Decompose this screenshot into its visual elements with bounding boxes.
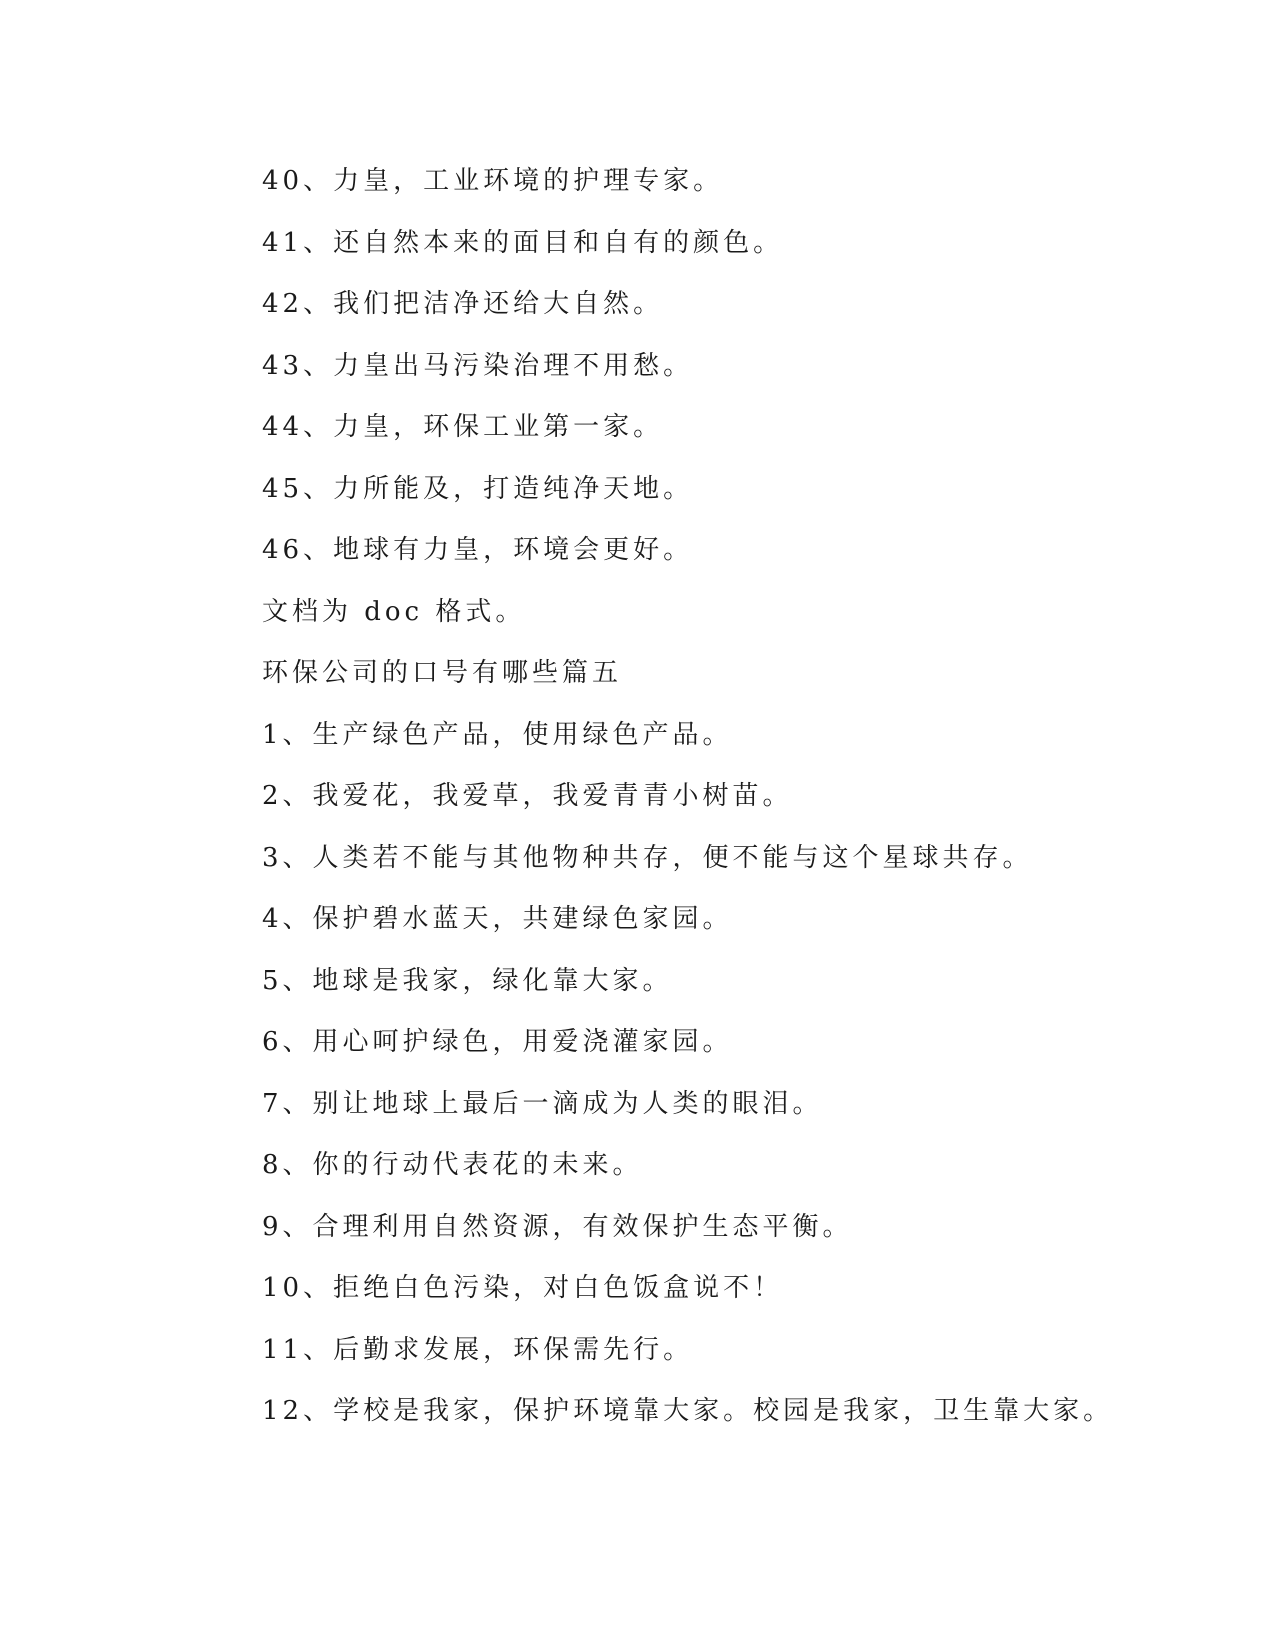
slogan-line-42: 42、我们把洁净还给大自然。 xyxy=(262,289,664,319)
slogan-line-44: 44、力皇，环保工业第一家。 xyxy=(262,412,664,442)
slogan-line-4: 4、保护碧水蓝天，共建绿色家园。 xyxy=(262,904,733,934)
slogan-line-6: 6、用心呵护绿色，用爱浇灌家园。 xyxy=(262,1027,733,1057)
slogan-line-11: 11、后勤求发展，环保需先行。 xyxy=(262,1334,694,1365)
slogan-line-3: 3、人类若不能与其他物种共存，便不能与这个星球共存。 xyxy=(262,842,1033,873)
section-heading: 环保公司的口号有哪些篇五 xyxy=(262,658,623,688)
slogan-line-10: 10、拒绝白色污染，对白色饭盒说不！ xyxy=(262,1273,784,1303)
slogan-line-8: 8、你的行动代表花的未来。 xyxy=(262,1150,643,1180)
slogan-line-45: 45、力所能及，打造纯净天地。 xyxy=(262,473,694,504)
slogan-line-7: 7、别让地球上最后一滴成为人类的眼泪。 xyxy=(262,1088,823,1119)
slogan-line-5: 5、地球是我家，绿化靠大家。 xyxy=(262,965,673,996)
slogan-line-41: 41、还自然本来的面目和自有的颜色。 xyxy=(262,227,784,258)
slogan-line-12: 12、学校是我家，保护环境靠大家。校园是我家，卫生靠大家。 xyxy=(262,1396,1114,1426)
slogan-line-2: 2、我爱花，我爱草，我爱青青小树苗。 xyxy=(262,781,793,811)
document-body xyxy=(262,163,1162,1455)
format-note: 文档为 doc 格式。 xyxy=(262,596,526,627)
slogan-line-40: 40、力皇，工业环境的护理专家。 xyxy=(262,166,724,196)
slogan-line-46: 46、地球有力皇，环境会更好。 xyxy=(262,535,694,565)
slogan-line-1: 1、生产绿色产品，使用绿色产品。 xyxy=(262,719,733,750)
slogan-line-9: 9、合理利用自然资源，有效保护生态平衡。 xyxy=(262,1211,853,1242)
slogan-line-43: 43、力皇出马污染治理不用愁。 xyxy=(262,350,694,381)
